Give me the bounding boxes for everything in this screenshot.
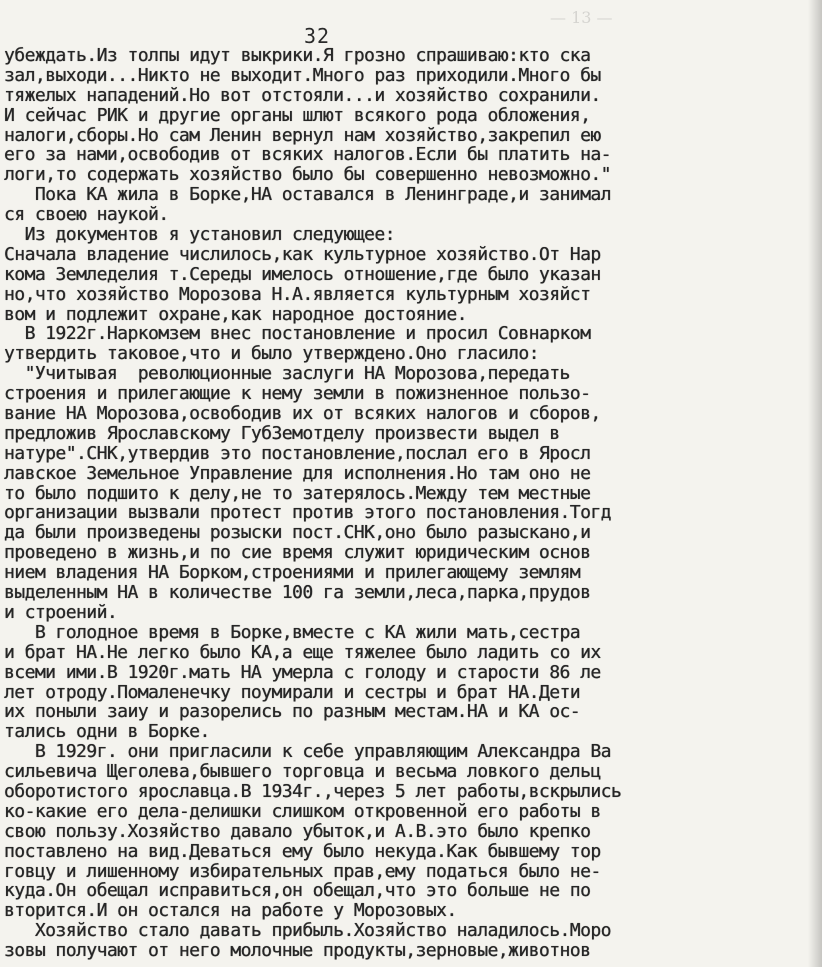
bleed-through-mark: — 13 — <box>550 8 613 27</box>
text-line: натуре".СНК,утвердив это постановление,послал его в Яросл <box>4 442 591 464</box>
text-line: говцу и лишенному избирательных прав,ему податься было не- <box>4 860 601 882</box>
typed-text-body <box>4 46 816 961</box>
text-line: В 1922г.Наркомзем внес постановление и просил Совнарком <box>4 323 591 345</box>
text-line: ся своею наукой. <box>4 204 169 226</box>
text-line: тяжелых нападений.Но вот отстояли...и хозяйство сохранили. <box>4 84 601 106</box>
text-line: организации вызвали протест против этого постановления.Тогд <box>4 502 611 524</box>
text-line: налоги,сборы.Но сам Ленин вернул нам хозяйство,закрепил ею <box>4 124 601 146</box>
text-line: и строений. <box>4 601 118 623</box>
text-line: оборотистого ярославца.В 1934г.,через 5 лет работы,вскрылись <box>4 780 622 802</box>
text-line: вом и подлежит охране,как народное достояние. <box>4 303 467 325</box>
text-line: Сначала владение числилось,как культурное хозяйство.От Нар <box>4 243 601 265</box>
text-line: ко-какие его дела-делишки слишком откровенной его работы в <box>4 800 601 822</box>
text-line: зовы получают от него молочные продукты,зерновые,животнов <box>4 940 591 962</box>
text-line: логи,то содержать хозяйство было бы совершенно невозможно." <box>4 164 611 186</box>
text-line: В голодное время в Борке,вместе с КА жили мать,сестра <box>4 621 581 643</box>
text-line: Пока КА жила в Борке,НА оставался в Ленинграде,и занимал <box>4 184 611 206</box>
text-line: И сейчас РИК и другие органы шлют всякого рода обложения, <box>4 104 591 126</box>
text-line: зал,выходи...Никто не выходит.Много раз приходили.Много бы <box>4 64 601 86</box>
text-line: то было подшито к делу,не то затерялось.Между тем местные <box>4 482 591 504</box>
text-line: вание НА Морозова,освободив их от всяких налогов и сборов, <box>4 403 601 425</box>
text-line: проведено в жизнь,и по сие время служит юридическим основ <box>4 542 591 564</box>
text-line: их поныли заиу и разорелись по разным местам.НА и КА ос- <box>4 701 581 723</box>
text-line: утвердить таковое,что и было утверждено.Оно гласило: <box>4 343 539 365</box>
text-line: вторится.И он остался на работе у Морозовых. <box>4 900 457 922</box>
text-line: сильевича Щеголева,бывшего торговца и весьма ловкого дельц <box>4 761 601 783</box>
text-line: Хозяйство стало давать прибыль.Хозяйство наладилось.Моро <box>4 920 611 942</box>
text-line: да были произведены розыски пост.СНК,оно было разыскано,и <box>4 522 591 544</box>
text-line: и брат НА.Не легко было КА,а еще тяжелее было ладить со их <box>4 641 601 663</box>
text-line: его за нами,освободив от всяких налогов.Если бы платить на- <box>4 144 611 166</box>
text-line: тались одни в Борке. <box>4 721 210 743</box>
text-line: "Учитывая революционные заслуги НА Морозова,передать <box>4 363 570 385</box>
text-line: В 1929г. они пригласили к себе управляющим Александра Ва <box>4 741 611 763</box>
text-line: строения и прилегающие к нему земли в пожизненное пользо- <box>4 383 591 405</box>
text-line: всеми ими.В 1920г.мать НА умерла с голоду и старости 86 ле <box>4 661 601 683</box>
text-line: выделенным НА в количестве 100 га земли,леса,парка,прудов <box>4 582 591 604</box>
text-line: убеждать.Из толпы идут выкрики.Я грозно спрашиваю:кто ска <box>4 45 591 66</box>
text-line: поставлено на вид.Деваться ему было некуда.Как бывшему тор <box>4 840 601 862</box>
text-line: лет отроду.Помаленечку поумирали и сестры и брат НА.Дети <box>4 681 581 703</box>
text-line: куда.Он обещал исправиться,он обещал,что это больше не по <box>4 880 591 902</box>
text-line: свою пользу.Хозяйство давало убыток,и А.В.это было крепко <box>4 820 591 842</box>
text-line: предложив Ярославскому ГубЗемотделу произвести выдел в <box>4 422 560 444</box>
text-line: Из документов я установил следующее: <box>4 224 395 246</box>
text-line: лавское Земельное Управление для исполнения.Но там оно не <box>4 462 591 484</box>
text-line: кома Земледелия т.Середы имелось отношение,где было указан <box>4 263 601 285</box>
page-number: 32 <box>304 24 331 48</box>
text-line: но,что хозяйство Морозова Н.А.является культурным хозяйст <box>4 283 591 305</box>
text-line: нием владения НА Борком,строениями и прилегающему землям <box>4 562 581 584</box>
